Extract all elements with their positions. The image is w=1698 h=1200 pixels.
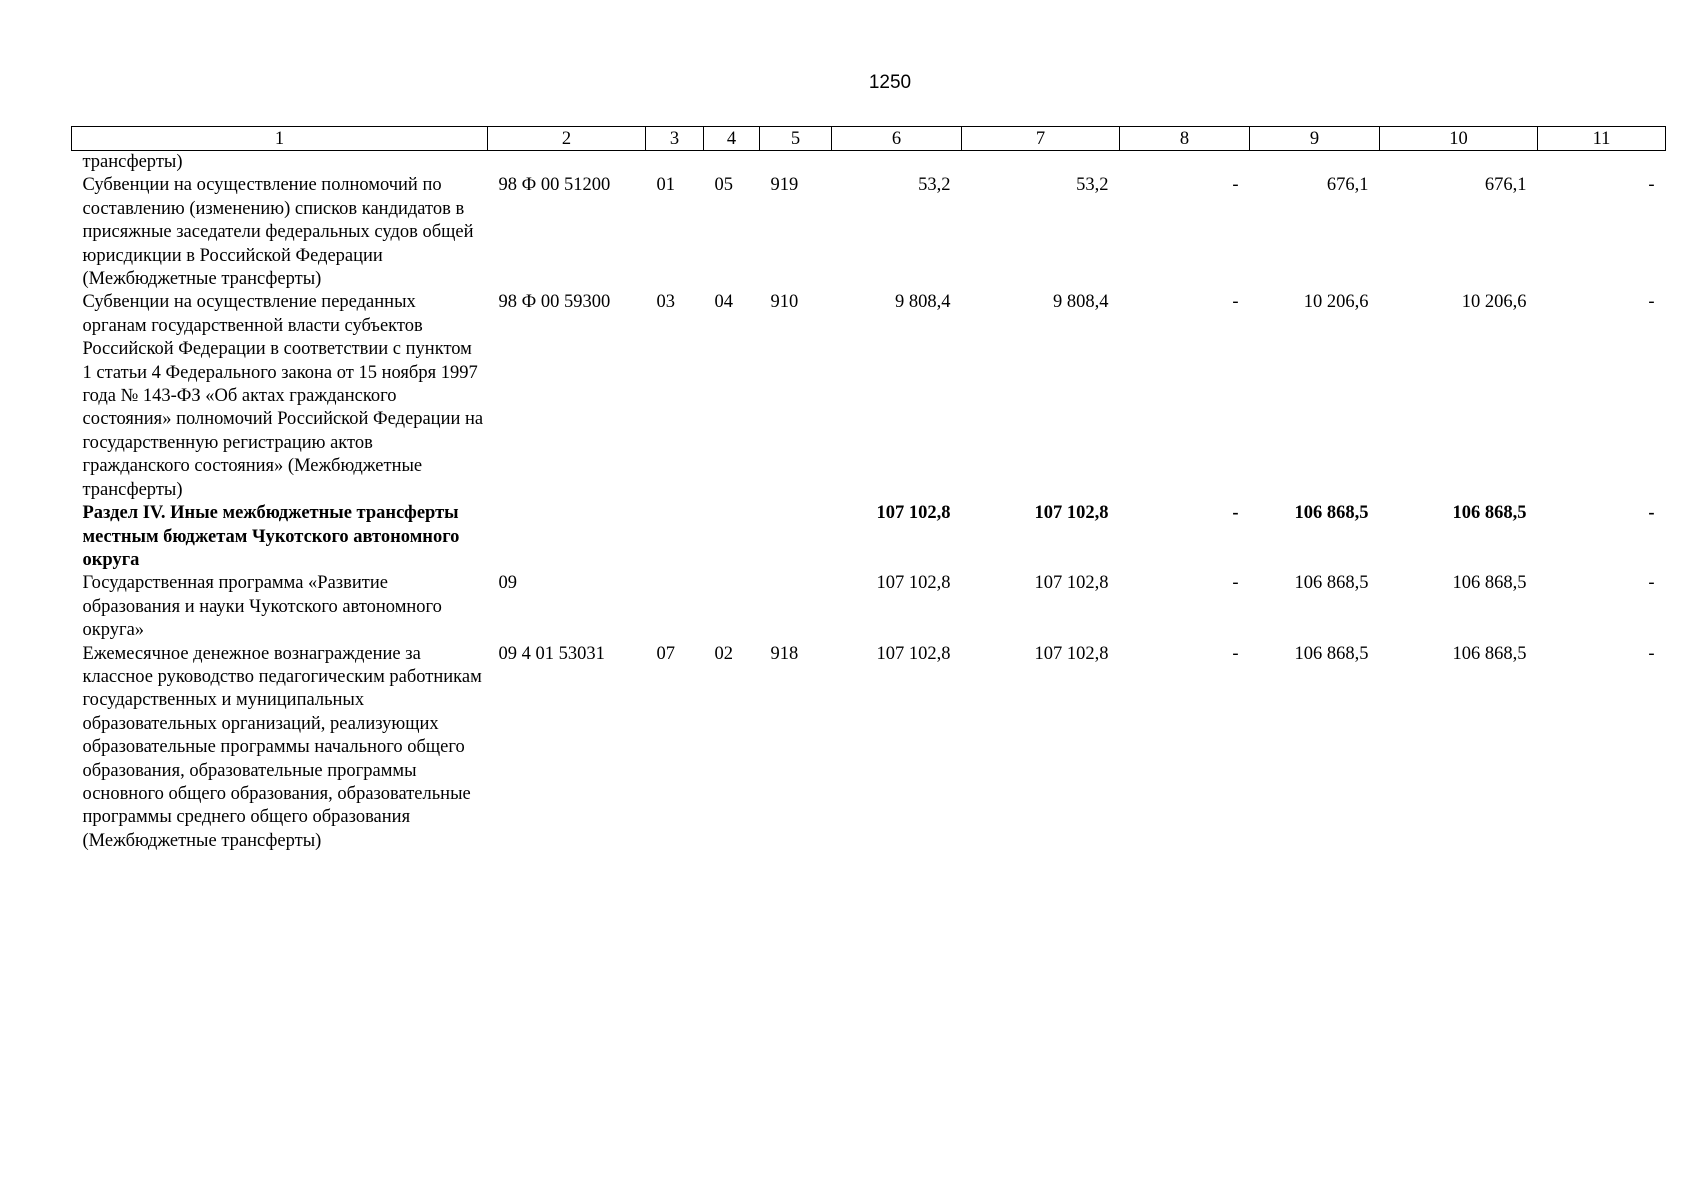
row-col-8: - — [1232, 292, 1239, 313]
row-col-3: 03 — [656, 292, 675, 313]
continuation-row — [72, 151, 1666, 175]
row-col-5: 910 — [770, 292, 799, 313]
row-name: Ежемесячное денежное вознаграждение за классное руководство педагогическим работникам государственных и муниципальных образовательных организаций, реализующих образовательные программы начального общего образования, образовательные программы основного общего образования, образовательные программы среднего общего образования (Межбюджетные трансферты) — [82, 643, 482, 851]
header-col-9: 9 — [1250, 127, 1380, 151]
header-col-3: 3 — [646, 127, 704, 151]
row-col-7: 107 102,8 — [1034, 643, 1109, 664]
table-row — [72, 174, 1666, 291]
table-row — [72, 643, 1666, 854]
header-col-6: 6 — [832, 127, 962, 151]
header-col-5: 5 — [760, 127, 832, 151]
row-col-8: - — [1232, 643, 1239, 664]
row-col-4: 05 — [714, 175, 733, 196]
row-col-8: - — [1232, 175, 1239, 196]
row-col-10: 10 206,6 — [1461, 292, 1527, 313]
table-row — [72, 291, 1666, 502]
row-col-9: 106 868,5 — [1294, 573, 1369, 594]
row-col-6: 107 102,8 — [876, 503, 951, 524]
header-col-1: 1 — [72, 127, 488, 151]
row-code — [488, 502, 646, 572]
section-title: Раздел IV. Иные межбюджетные трансферты местным бюджетам Чукотского автономного округа — [82, 503, 460, 570]
row-col-4 — [704, 572, 760, 642]
row-col-11: - — [1648, 643, 1655, 664]
row-col-9: 676,1 — [1326, 175, 1369, 196]
row-col-11: - — [1648, 175, 1655, 196]
row-col-6: 107 102,8 — [876, 643, 951, 664]
row-name: Субвенции на осуществление переданных органам государственной власти субъектов Российской Федерации в соответствии с пунктом 1 статьи 4 Федерального закона от 15 ноября 1997 года № 143-ФЗ «Об актах гражданского состояния» полномочий Российской Федерации на государственную регистрацию актов гражданского состояния» (Межбюджетные трансферты) — [82, 292, 484, 500]
row-code: 98 Ф 00 59300 — [498, 292, 611, 313]
row-col-3: 07 — [656, 643, 675, 664]
continuation-text: трансферты) — [82, 152, 183, 172]
table-header — [72, 127, 1666, 151]
row-col-3 — [646, 502, 704, 572]
row-col-8: - — [1232, 503, 1239, 524]
row-col-5: 918 — [770, 643, 799, 664]
row-col-10: 106 868,5 — [1452, 643, 1527, 664]
budget-table — [71, 126, 1666, 853]
row-col-7: 107 102,8 — [1034, 573, 1109, 594]
header-col-2: 2 — [488, 127, 646, 151]
row-name: Государственная программа «Развитие образования и науки Чукотского автономного округа» — [82, 573, 442, 641]
row-code: 09 — [498, 573, 517, 594]
row-col-11: - — [1648, 573, 1655, 594]
row-name: Субвенции на осуществление полномочий по составлению (изменению) списков кандидатов в присяжные заседатели федеральных судов общей юрисдикции в Российской Федерации (Межбюджетные трансферты) — [82, 175, 474, 290]
row-col-8: - — [1232, 573, 1239, 594]
row-code: 09 4 01 53031 — [498, 643, 605, 664]
row-col-6: 53,2 — [918, 175, 951, 196]
header-col-4: 4 — [704, 127, 760, 151]
row-col-11: - — [1648, 503, 1655, 524]
header-col-7: 7 — [962, 127, 1120, 151]
row-col-9: 106 868,5 — [1294, 643, 1369, 664]
row-col-9: 106 868,5 — [1294, 503, 1369, 524]
row-col-10: 106 868,5 — [1452, 573, 1527, 594]
row-col-7: 53,2 — [1076, 175, 1109, 196]
header-row — [72, 127, 1666, 151]
row-col-9: 10 206,6 — [1303, 292, 1369, 313]
row-col-4: 04 — [714, 292, 733, 313]
row-col-7: 107 102,8 — [1034, 503, 1109, 524]
row-col-11: - — [1648, 292, 1655, 313]
row-col-5 — [760, 502, 832, 572]
row-col-3: 01 — [656, 175, 675, 196]
row-code: 98 Ф 00 51200 — [498, 175, 611, 196]
page-number: 1250 — [868, 72, 912, 93]
header-col-11: 11 — [1538, 127, 1666, 151]
table-row — [72, 572, 1666, 642]
row-col-6: 9 808,4 — [895, 292, 951, 313]
row-col-5 — [760, 572, 832, 642]
row-col-10: 106 868,5 — [1452, 503, 1527, 524]
row-col-10: 676,1 — [1484, 175, 1527, 196]
row-col-4: 02 — [714, 643, 733, 664]
header-col-10: 10 — [1380, 127, 1538, 151]
table-body — [72, 151, 1666, 854]
row-col-6: 107 102,8 — [876, 573, 951, 594]
header-col-8: 8 — [1120, 127, 1250, 151]
section-row — [72, 502, 1666, 572]
row-col-7: 9 808,4 — [1053, 292, 1109, 313]
row-col-4 — [704, 502, 760, 572]
row-col-3 — [646, 572, 704, 642]
row-col-5: 919 — [770, 175, 799, 196]
